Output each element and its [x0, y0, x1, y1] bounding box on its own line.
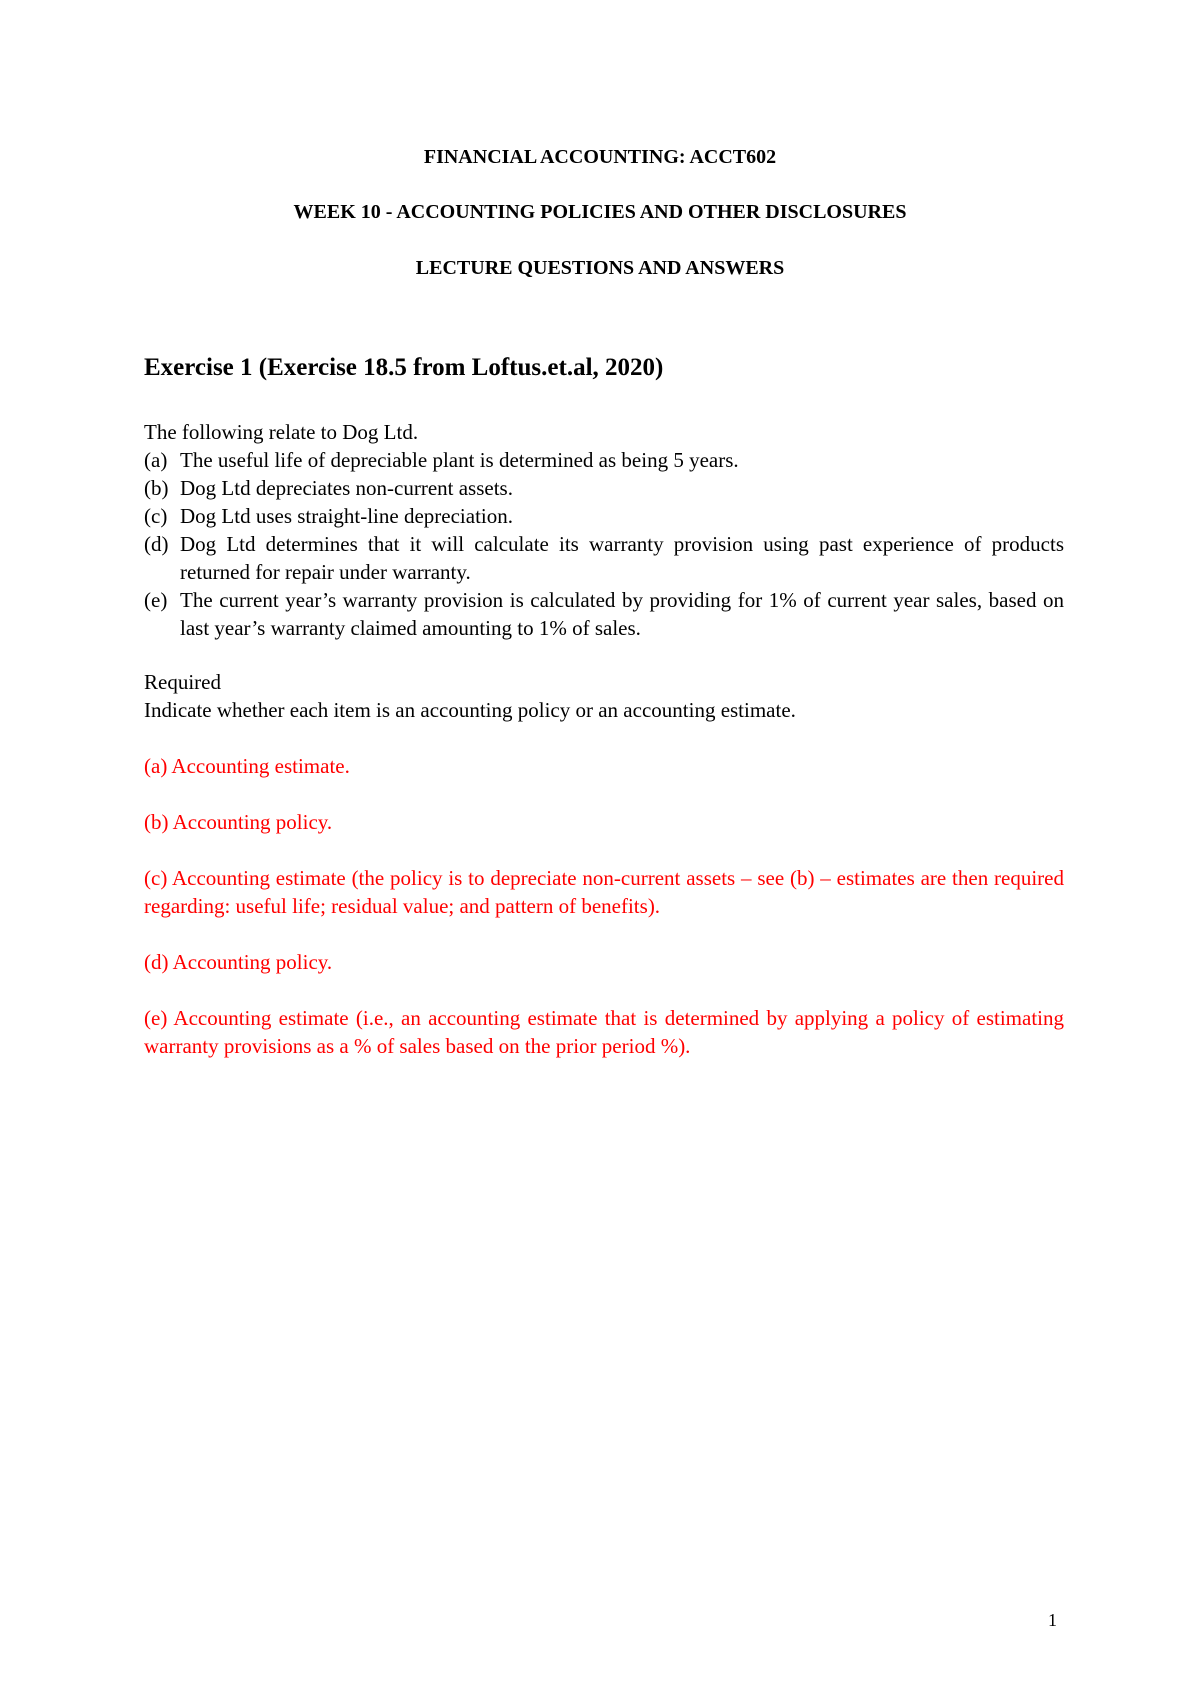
course-title: FINANCIAL ACCOUNTING: ACCT602	[423, 146, 777, 168]
answer-c: (c) Accounting estimate (the policy is to depreciate non-current assets – see (b) – estimates are then required regarding: useful life; residual value; and pattern of benefits).	[144, 866, 1064, 918]
list-item-text: Dog Ltd depreciates non-current assets.	[180, 476, 513, 500]
list-item	[144, 586, 1064, 642]
week-title: WEEK 10 - ACCOUNTING POLICIES AND OTHER DISCLOSURES	[293, 201, 907, 223]
list-item	[144, 446, 1064, 474]
document-type-title: LECTURE QUESTIONS AND ANSWERS	[415, 257, 785, 279]
list-item	[144, 502, 1064, 530]
required-label: Required	[144, 670, 221, 694]
answer-d: (d) Accounting policy.	[144, 950, 333, 974]
answer-a: (a) Accounting estimate.	[144, 754, 350, 778]
exercise-items-list	[144, 446, 1064, 642]
list-item-marker: (c)	[144, 504, 168, 528]
answer-e: (e) Accounting estimate (i.e., an accounting estimate that is determined by applying a policy of estimating warranty provisions as a % of sales based on the prior period %).	[144, 1006, 1064, 1058]
list-item	[144, 530, 1064, 586]
list-item-marker: (b)	[144, 476, 169, 500]
answer-b: (b) Accounting policy.	[144, 810, 333, 834]
page-number: 1	[1048, 1610, 1057, 1630]
exercise-heading: Exercise 1 (Exercise 18.5 from Loftus.et.al, 2020)	[144, 354, 664, 381]
list-item-text: The useful life of depreciable plant is determined as being 5 years.	[180, 448, 739, 472]
list-item-marker: (e)	[144, 588, 168, 612]
list-item-text: The current year’s warranty provision is calculated by providing for 1% of current year sales, based on last year’s warranty claimed amounting to 1% of sales.	[180, 588, 1064, 640]
list-item	[144, 474, 1064, 502]
list-item-marker: (d)	[144, 532, 169, 556]
required-instruction: Indicate whether each item is an accounting policy or an accounting estimate.	[144, 698, 796, 722]
list-item-text: Dog Ltd determines that it will calculate its warranty provision using past experience of products returned for repair under warranty.	[180, 532, 1064, 584]
exercise-intro: The following relate to Dog Ltd.	[144, 420, 419, 444]
list-item-marker: (a)	[144, 448, 168, 472]
list-item-text: Dog Ltd uses straight-line depreciation.	[180, 504, 513, 528]
